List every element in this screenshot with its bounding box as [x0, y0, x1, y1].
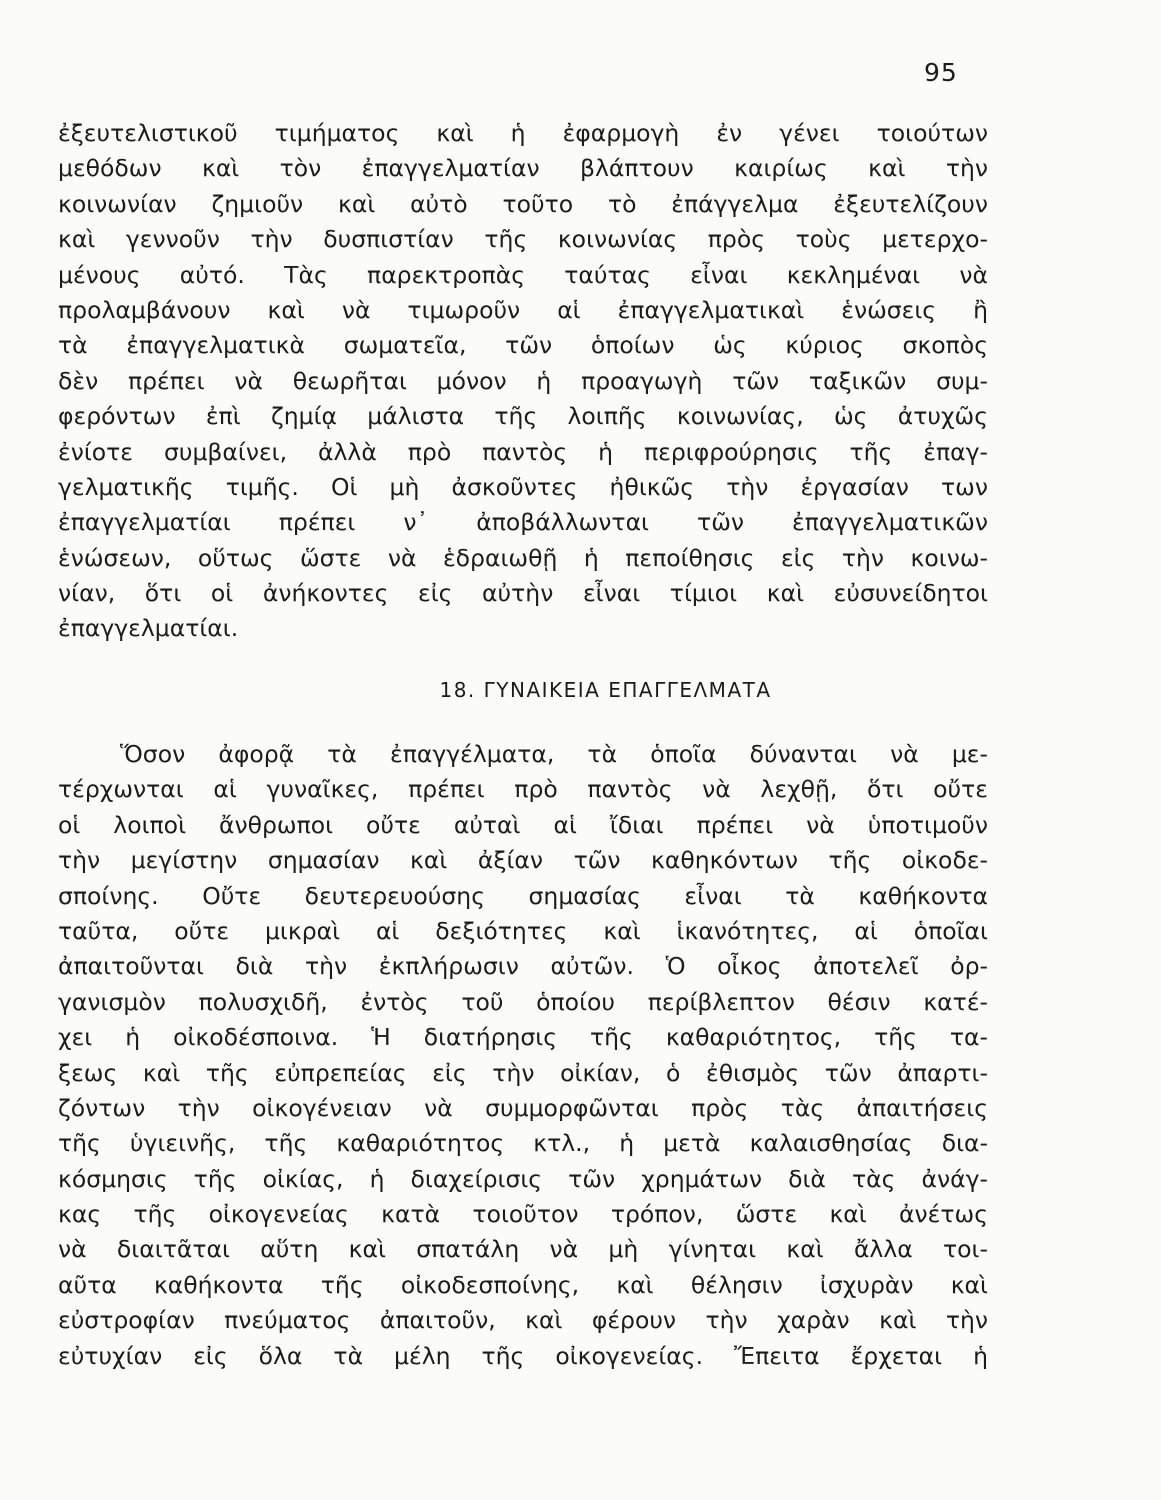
text-line: σποίνης. Οὔτε δευτερευούσης σημασίας εἶναι τὰ καθήκοντα	[58, 881, 988, 910]
text-line: ξεως καὶ τῆς εὐπρεπείας εἰς τὴν οἰκίαν, ὁ ἐθισμὸς τῶν ἀπαρτι-	[58, 1058, 988, 1087]
text-line: τέρχωνται αἱ γυναῖκες, πρέπει πρὸ παντὸς νὰ λεχθῇ, ὅτι οὔτε	[58, 775, 988, 804]
text-line: ἐξευτελιστικοῦ τιμήματος καὶ ἡ ἐφαρμογὴ ἐν γένει τοιούτων	[58, 119, 988, 147]
text-line: μεθόδων καὶ τὸν ἐπαγγελματίαν βλάπτουν καιρίως καὶ τὴν	[58, 154, 988, 183]
text-line: νίαν, ὅτι οἱ ἀνήκοντες εἰς αὐτὴν εἶναι τίμιοι καὶ εὐσυνείδητοι	[58, 579, 988, 608]
text-line: χει ἡ οἰκοδέσποινα. Ἡ διατήρησις τῆς καθαριότητος, τῆς τα-	[58, 1023, 988, 1052]
text-line: καὶ γεννοῦν τὴν δυσπιστίαν τῆς κοινωνίας πρὸς τοὺς μετερχο-	[58, 225, 988, 254]
text-line: εὐστροφίαν πνεύματος ἀπαιτοῦν, καὶ φέρουν τὴν χαρὰν καὶ τὴν	[58, 1306, 988, 1335]
text-line: δὲν πρέπει νὰ θεωρῆται μόνον ἡ προαγωγὴ τῶν ταξικῶν συμ-	[58, 366, 988, 395]
text-line: εὐτυχίαν εἰς ὅλα τὰ μέλη τῆς οἰκογενείας. Ἔπειτα ἔρχεται ἡ	[58, 1341, 988, 1370]
text-line: κας τῆς οἰκογενείας κατὰ τοιοῦτον τρόπον, ὥστε καὶ ἀνέτως	[58, 1200, 988, 1229]
text-line: ταῦτα, οὔτε μικραὶ αἱ δεξιότητες καὶ ἱκανότητες, αἱ ὁποῖαι	[58, 916, 988, 945]
text-line: τὴν μεγίστην σημασίαν καὶ ἀξίαν τῶν καθηκόντων τῆς οἰκοδε-	[58, 846, 988, 875]
text-line: ἑνώσεων, οὕτως ὥστε νὰ ἑδραιωθῇ ἡ πεποίθησις εἰς τὴν κοινω-	[58, 543, 988, 572]
text-line: μένους αὐτό. Τὰς παρεκτροπὰς ταύτας εἶναι κεκλημέναι νὰ	[58, 260, 988, 289]
paragraph-1	[58, 116, 988, 647]
text-line: γελματικῆς τιμῆς. Οἱ μὴ ἀσκοῦντες ἠθικῶς τὴν ἐργασίαν των	[58, 472, 988, 501]
text-line: ζόντων τὴν οἰκογένειαν νὰ συμμορφῶνται πρὸς τὰς ἀπαιτήσεις	[58, 1093, 988, 1122]
text-line: φερόντων ἐπὶ ζημίᾳ μάλιστα τῆς λοιπῆς κοινωνίας, ὡς ἀτυχῶς	[58, 402, 988, 431]
text-line: ἐνίοτε συμβαίνει, ἀλλὰ πρὸ παντὸς ἡ περιφρούρησις τῆς ἐπαγ-	[58, 437, 988, 466]
text-line: νὰ διαιτᾶται αὕτη καὶ σπατάλη νὰ μὴ γίνηται καὶ ἄλλα τοι-	[58, 1235, 988, 1264]
text-line: κοινωνίαν ζημιοῦν καὶ αὐτὸ τοῦτο τὸ ἐπάγγελμα ἐξευτελίζουν	[58, 189, 988, 218]
text-line: προλαμβάνουν καὶ νὰ τιμωροῦν αἱ ἐπαγγελματικαὶ ἑνώσεις ἢ	[58, 295, 988, 324]
text-line: τῆς ὑγιεινῆς, τῆς καθαριότητος κτλ., ἡ μετὰ καλαισθησίας δια-	[58, 1129, 988, 1158]
text-line: τὰ ἐπαγγελματικὰ σωματεῖα, τῶν ὁποίων ὡς κύριος σκοπὸς	[58, 331, 988, 360]
text-line: ἐπαγγελματίαι πρέπει ν᾽ ἀποβάλλωνται τῶν ἐπαγγελματικῶν	[58, 508, 988, 537]
text-line: οἱ λοιποὶ ἄνθρωποι οὔτε αὐταὶ αἱ ἴδιαι πρέπει νὰ ὑποτιμοῦν	[58, 810, 988, 839]
text-line: ἐπαγγελματίαι.	[58, 614, 239, 643]
paragraph-2	[58, 737, 988, 1374]
text-line: ἀπαιτοῦνται διὰ τὴν ἐκπλήρωσιν αὐτῶν. Ὁ οἶκος ἀποτελεῖ ὀρ-	[58, 952, 988, 981]
page-number: 95	[924, 58, 958, 87]
text-line: Ὅσον ἀφορᾷ τὰ ἐπαγγέλματα, τὰ ὁποῖα δύνανται νὰ με-	[120, 740, 988, 768]
text-line: αῦτα καθήκοντα τῆς οἰκοδεσποίνης, καὶ θέλησιν ἰσχυρὰν καὶ	[58, 1270, 988, 1299]
section-heading: 18. ΓΥΝΑΙΚΕΙΑ ΕΠΑΓΓΕΛΜΑΤΑ	[439, 678, 772, 702]
text-line: γανισμὸν πολυσχιδῆ, ἐντὸς τοῦ ὁποίου περίβλεπτον θέσιν κατέ-	[58, 987, 988, 1016]
text-line: κόσμησις τῆς οἰκίας, ἡ διαχείρισις τῶν χρημάτων διὰ τὰς ἀνάγ-	[58, 1164, 988, 1193]
